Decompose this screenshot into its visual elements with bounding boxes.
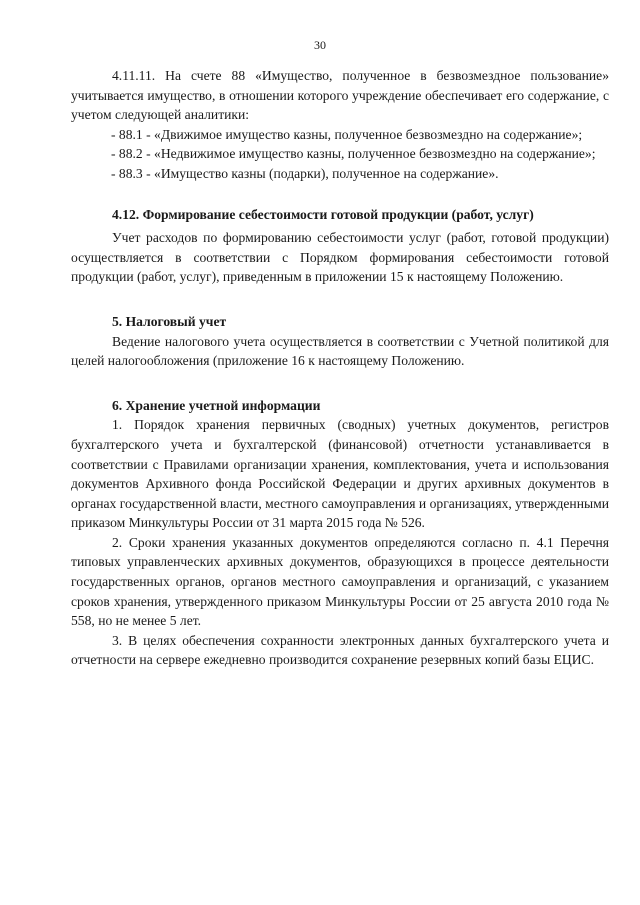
page-number: 30: [314, 38, 326, 52]
paragraph-5: Ведение налогового учета осуществляется в соответствии с Учетной политикой для целей налогообложения (приложение 16 к настоящему Положению.: [71, 333, 609, 369]
paragraph-4-12: Учет расходов по формированию себестоимости услуг (работ, готовой продукции) осуществляется в соответствии с Порядком формирования себестоимости готовой продукции (работ, услуг), приведенным в приложении 15 к настоящему Положению.: [71, 230, 609, 285]
page-body: [71, 66, 609, 670]
paragraph-6-2: 2. Сроки хранения указанных документов определяются согласно п. 4.1 Перечня типовых управленческих архивных документов, образующихся в процессе деятельности государственных органов, органов местного самоуправления и организаций, с указанием сроков хранения, утвержденного приказом Минкультуры России от 25 августа 2010 года № 558, но не менее 5 лет.: [71, 534, 609, 629]
list-item-88-1: - 88.1 - «Движимое имущество казны, полученное безвозмездно на содержание»;: [111, 126, 583, 142]
section-heading-5: 5. Налоговый учет: [112, 313, 227, 329]
list-item-88-3: - 88.3 - «Имущество казны (подарки), полученное на содержание».: [111, 165, 499, 181]
section-heading-6: 6. Хранение учетной информации: [112, 397, 321, 413]
paragraph-4-11-11: 4.11.11. На счете 88 «Имущество, полученное в безвозмездное пользование» учитывается имущество, в отношении которого учреждение обеспечивает его содержание, с учетом следующей аналитики:: [71, 68, 609, 123]
paragraph-6-3: 3. В целях обеспечения сохранности электронных данных бухгалтерского учета и отчетности на сервере ежедневно производится сохранение резервных копий базы ЕЦИС.: [71, 632, 609, 668]
section-heading-4-12: 4.12. Формирование себестоимости готовой продукции (работ, услуг): [112, 206, 534, 222]
list-item-88-2: - 88.2 - «Недвижимое имущество казны, полученное безвозмездно на содержание»;: [111, 146, 596, 162]
paragraph-6-1: 1. Порядок хранения первичных (сводных) учетных документов, регистров бухгалтерского учета и бухгалтерской (финансовой) отчетности устанавливается в соответствии с Правилами организации хранения, комплектования, учета и использования документов Архивного фонда Российской Федерации и других архивных документов в органах государственной власти, местного самоуправления и организациях, утвержденными приказом Минкультуры России от 31 марта 2015 года № 526.: [71, 417, 609, 531]
